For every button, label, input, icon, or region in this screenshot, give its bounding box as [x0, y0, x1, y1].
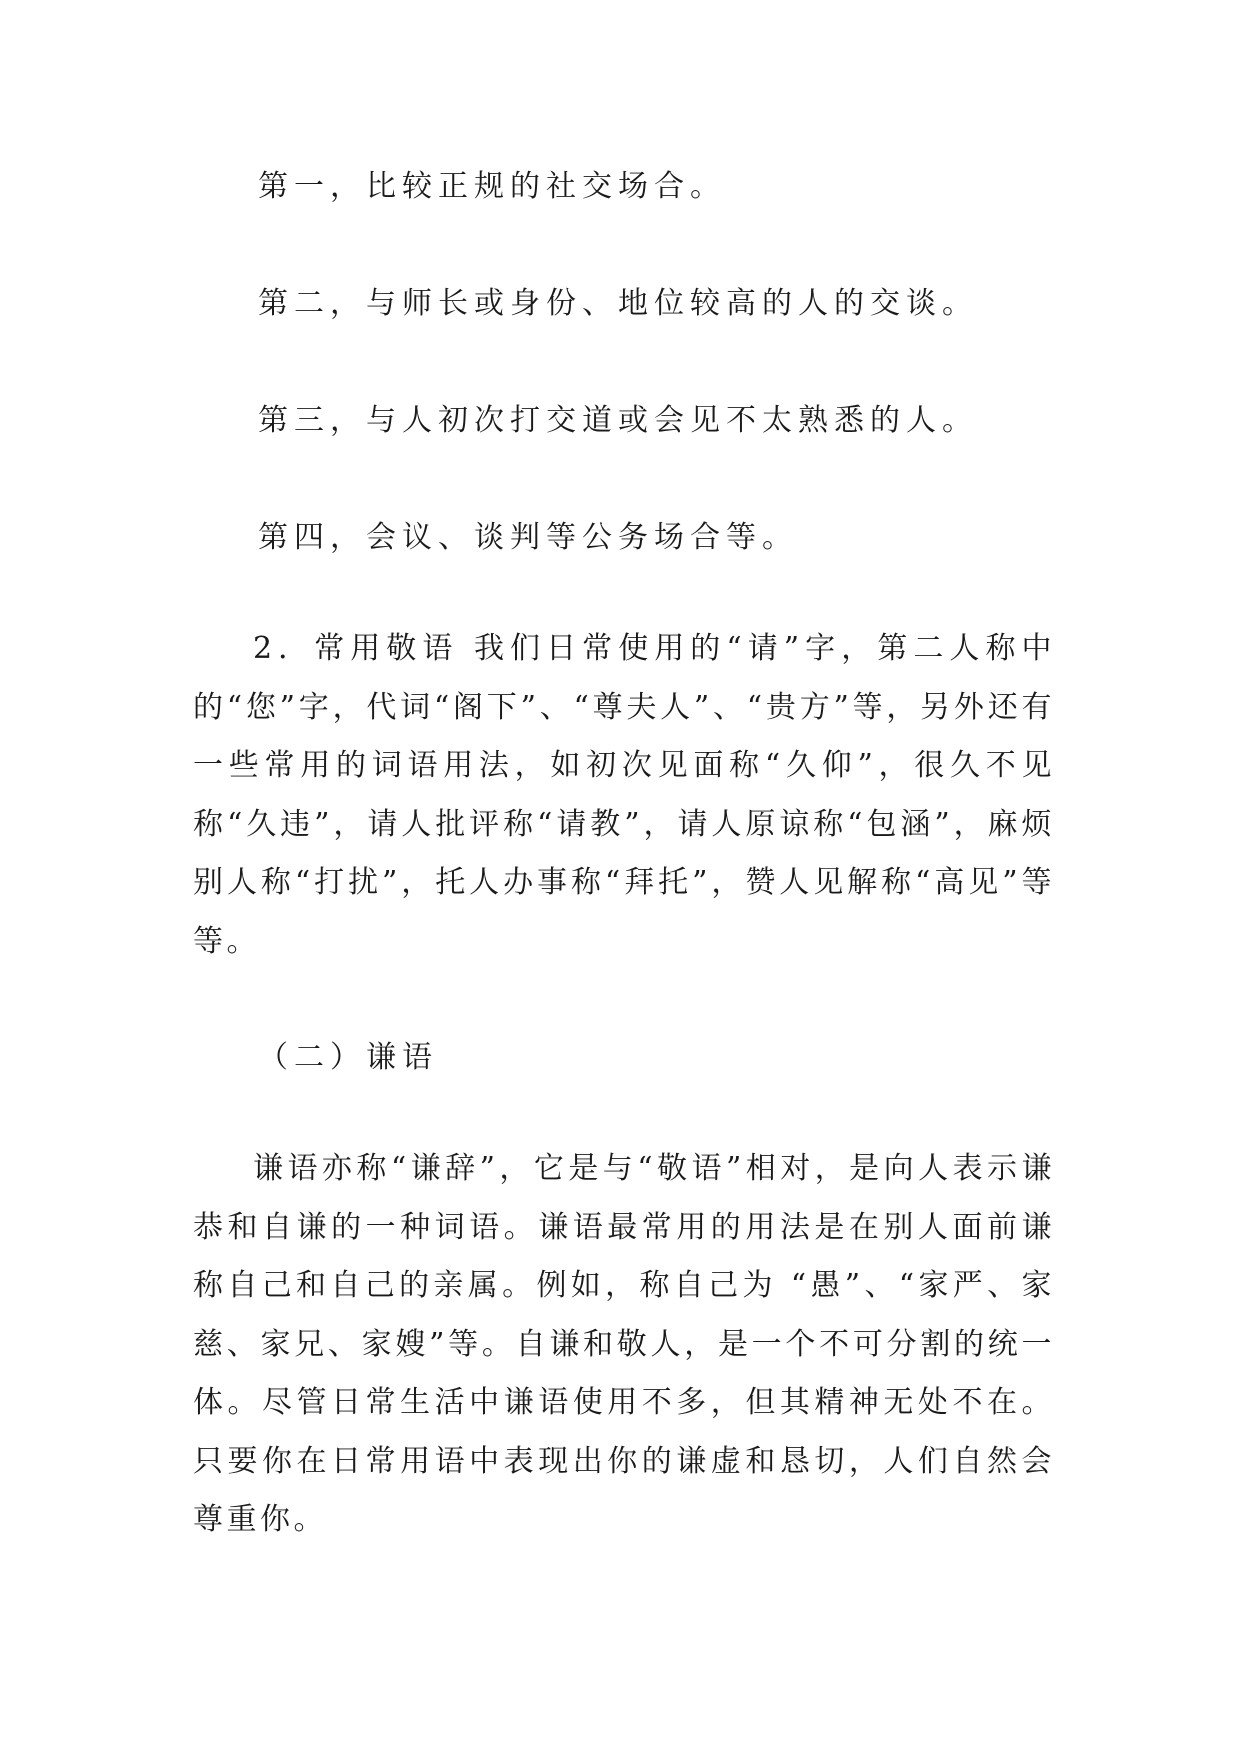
- section-heading: （二）谦语: [258, 1040, 438, 1075]
- list-item-third: 第三，与人初次打交道或会见不太熟悉的人。: [258, 403, 978, 438]
- list-item-second: 第二，与师长或身份、地位较高的人的交谈。: [258, 286, 978, 321]
- paragraph-humble-words: 谦语亦称“谦辞”，它是与“敬语”相对，是向人表示谦恭和自谦的一种词语。谦语最常用的用法是在别人面前谦称自己和自己的亲属。例如，称自己为 “愚”、“家严、家慈、家兄、家嫂”等。自谦和敬人，是一个不可分割的统一体。尽管日常生活中谦语使用不多，但其精神无处不在。只要你在日常用语中表现出你的谦虚和恳切，人们自然会尊重你。: [193, 1151, 1055, 1537]
- list-item-first: 第一，比较正规的社交场合。: [258, 169, 726, 204]
- paragraph-common-honorifics: 2．常用敬语 我们日常使用的“请”字，第二人称中的“您”字，代词“阁下”、“尊夫人”、“贵方”等，另外还有一些常用的词语用法，如初次见面称“久仰”，很久不见称“久违”，请人批评称“请教”，请人原谅称“包涵”，麻烦别人称“打扰”，托人办事称“拜托”，赞人见解称“高见”等等。: [193, 631, 1055, 959]
- list-item-fourth: 第四，会议、谈判等公务场合等。: [258, 520, 798, 555]
